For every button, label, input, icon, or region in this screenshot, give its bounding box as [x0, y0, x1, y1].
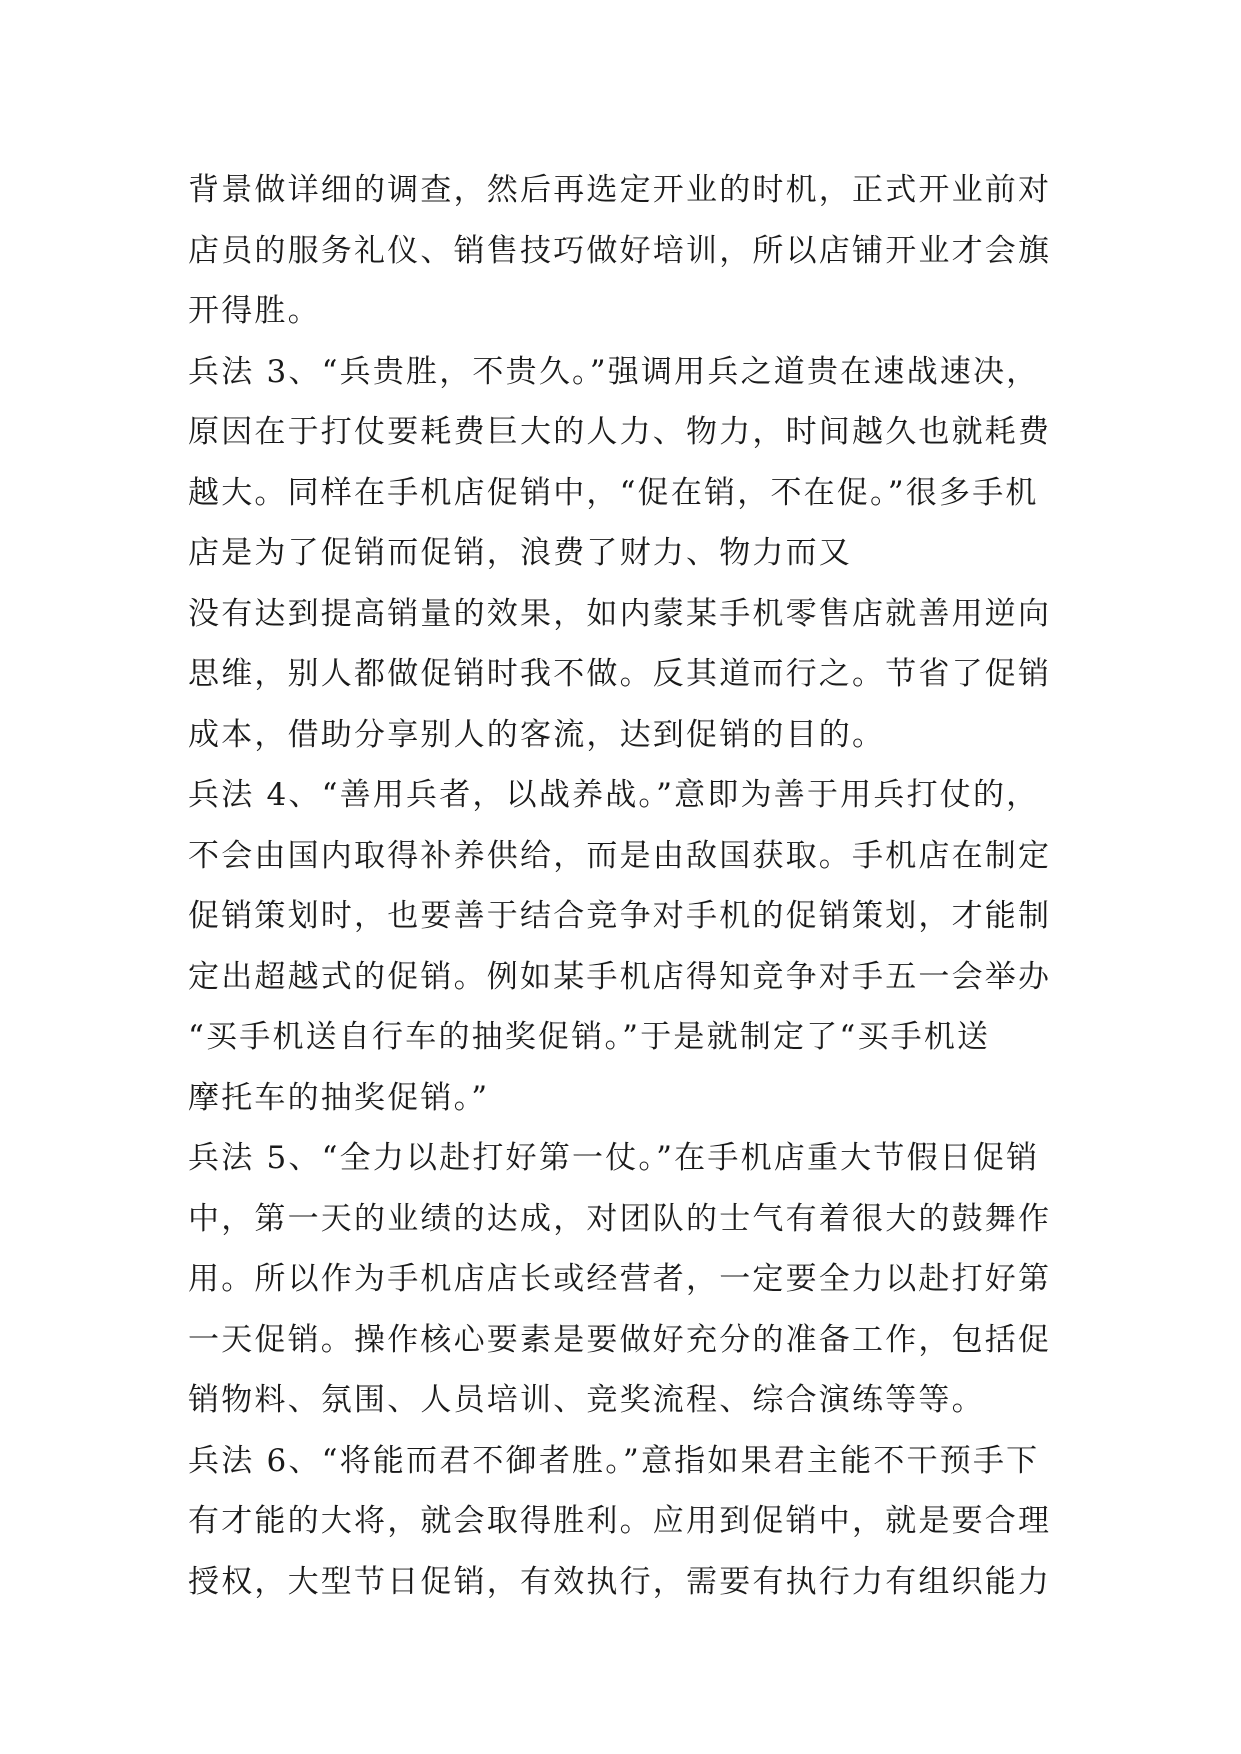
- text-line: “买手机送自行车的抽奖促销。”于是就制定了“买手机送: [188, 1019, 991, 1055]
- text-line: 兵法 5、“全力以赴打好第一仗。”在手机店重大节假日促销: [188, 1140, 1040, 1176]
- text-line: 一天促销。操作核心要素是要做好充分的准备工作，包括促: [188, 1321, 1052, 1358]
- text-line: 成本，借助分享别人的客流，达到促销的目的。: [188, 716, 886, 753]
- text-line: 越大。同样在手机店促销中，“促在销，不在促。”很多手机: [188, 474, 1039, 511]
- text-line: 促销策划时，也要善于结合竞争对手机的促销策划，才能制: [188, 898, 1052, 934]
- text-line: 背景做详细的调查，然后再选定开业的时机，正式开业前对: [188, 172, 1052, 208]
- text-line: 店员的服务礼仪、销售技巧做好培训，所以店铺开业才会旗: [188, 232, 1052, 269]
- text-line: 定出超越式的促销。例如某手机店得知竞争对手五一会举办: [188, 958, 1052, 995]
- text-line: 兵法 3、“兵贵胜，不贵久。”强调用兵之道贵在速战速决，: [188, 353, 1040, 390]
- text-line: 兵法 6、“将能而君不御者胜。”意指如果君主能不干预手下: [188, 1442, 1040, 1479]
- text-line: 兵法 4、“善用兵者，以战养战。”意即为善于用兵打仗的，: [188, 777, 1040, 813]
- body-text: [188, 160, 1068, 1612]
- text-line: 授权，大型节日促销，有效执行，需要有执行力有组织能力: [188, 1563, 1052, 1600]
- text-line: 思维，别人都做促销时我不做。反其道而行之。节省了促销: [188, 656, 1052, 692]
- text-line: 不会由国内取得补养供给，而是由敌国获取。手机店在制定: [188, 837, 1052, 874]
- text-line: 店是为了促销而促销，浪费了财力、物力而又: [188, 535, 852, 571]
- text-line: 中，第一天的业绩的达成，对团队的士气有着很大的鼓舞作: [188, 1200, 1052, 1237]
- text-line: 没有达到提高销量的效果，如内蒙某手机零售店就善用逆向: [188, 595, 1052, 632]
- text-line: 销物料、氛围、人员培训、竞奖流程、综合演练等等。: [188, 1382, 985, 1418]
- text-line: 原因在于打仗要耗费巨大的人力、物力，时间越久也就耗费: [188, 414, 1052, 450]
- text-line: 有才能的大将，就会取得胜利。应用到促销中，就是要合理: [188, 1503, 1052, 1539]
- text-line: 摩托车的抽奖促销。”: [188, 1079, 490, 1116]
- text-line: 开得胜。: [188, 293, 321, 329]
- text-line: 用。所以作为手机店店长或经营者，一定要全力以赴打好第: [188, 1261, 1052, 1297]
